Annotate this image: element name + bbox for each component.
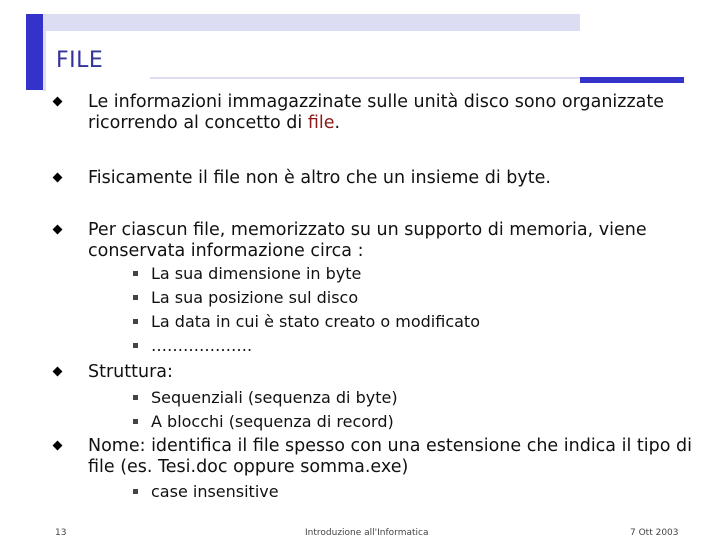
sub-item bbox=[133, 410, 693, 434]
highlight-file: file bbox=[307, 113, 335, 133]
sub-item bbox=[133, 310, 693, 334]
decor-top-band bbox=[43, 14, 580, 31]
footer-course: Introduzione all'Informatica bbox=[305, 528, 429, 538]
bullet-metadata bbox=[52, 220, 692, 262]
sub-item bbox=[133, 262, 693, 286]
square-bullet-icon bbox=[133, 295, 138, 300]
decor-vertical-bar bbox=[26, 14, 43, 90]
diamond-bullet-icon bbox=[53, 225, 63, 235]
bullet-text-part: Le informazioni immagazzinate sulle unità disco sono organizzate ricorrendo al concetto di bbox=[88, 92, 664, 133]
sub-item-text: A blocchi (sequenza di record) bbox=[151, 412, 394, 431]
bullet-file-concept bbox=[52, 92, 692, 134]
sub-item bbox=[133, 480, 693, 504]
slide-title: FILE bbox=[56, 48, 104, 73]
square-bullet-icon bbox=[133, 489, 138, 494]
sub-item-text: La sua posizione sul disco bbox=[151, 288, 359, 307]
sub-item-text: La sua dimensione in byte bbox=[151, 264, 362, 283]
decor-accent-block bbox=[580, 77, 684, 83]
square-bullet-icon bbox=[133, 319, 138, 324]
bullet-text: Per ciascun file, memorizzato su un supporto di memoria, viene conservata informazione circa : bbox=[88, 220, 647, 261]
footer-page-number: 13 bbox=[55, 528, 67, 538]
diamond-bullet-icon bbox=[53, 367, 63, 377]
sub-item-text: La data in cui è stato creato o modificato bbox=[151, 312, 480, 331]
sub-item bbox=[133, 286, 693, 310]
bullet-text bbox=[88, 92, 692, 134]
square-bullet-icon bbox=[133, 343, 138, 348]
bullet-text: Fisicamente il file non è altro che un insieme di byte. bbox=[88, 168, 551, 188]
square-bullet-icon bbox=[133, 419, 138, 424]
bullet-physical bbox=[52, 168, 692, 189]
sub-item-text: Sequenziali (sequenza di byte) bbox=[151, 388, 398, 407]
diamond-bullet-icon bbox=[53, 173, 63, 183]
sub-item bbox=[133, 386, 693, 410]
decor-vertical-line bbox=[43, 31, 46, 91]
bullet-structure bbox=[52, 362, 692, 383]
sub-item-text: case insensitive bbox=[151, 482, 279, 501]
footer-date: 7 Ott 2003 bbox=[630, 528, 679, 538]
bullet-text-part: . bbox=[334, 113, 341, 133]
square-bullet-icon bbox=[133, 395, 138, 400]
bullet-text: Struttura: bbox=[88, 362, 173, 382]
diamond-bullet-icon bbox=[53, 97, 63, 107]
sub-item bbox=[133, 334, 693, 358]
sub-item-text: ………………. bbox=[151, 336, 253, 355]
diamond-bullet-icon bbox=[53, 441, 63, 451]
bullet-name bbox=[52, 436, 692, 478]
bullet-text: Nome: identifica il file spesso con una estensione che indica il tipo di file (es. Tesi.doc oppure somma.exe) bbox=[88, 436, 692, 477]
square-bullet-icon bbox=[133, 271, 138, 276]
